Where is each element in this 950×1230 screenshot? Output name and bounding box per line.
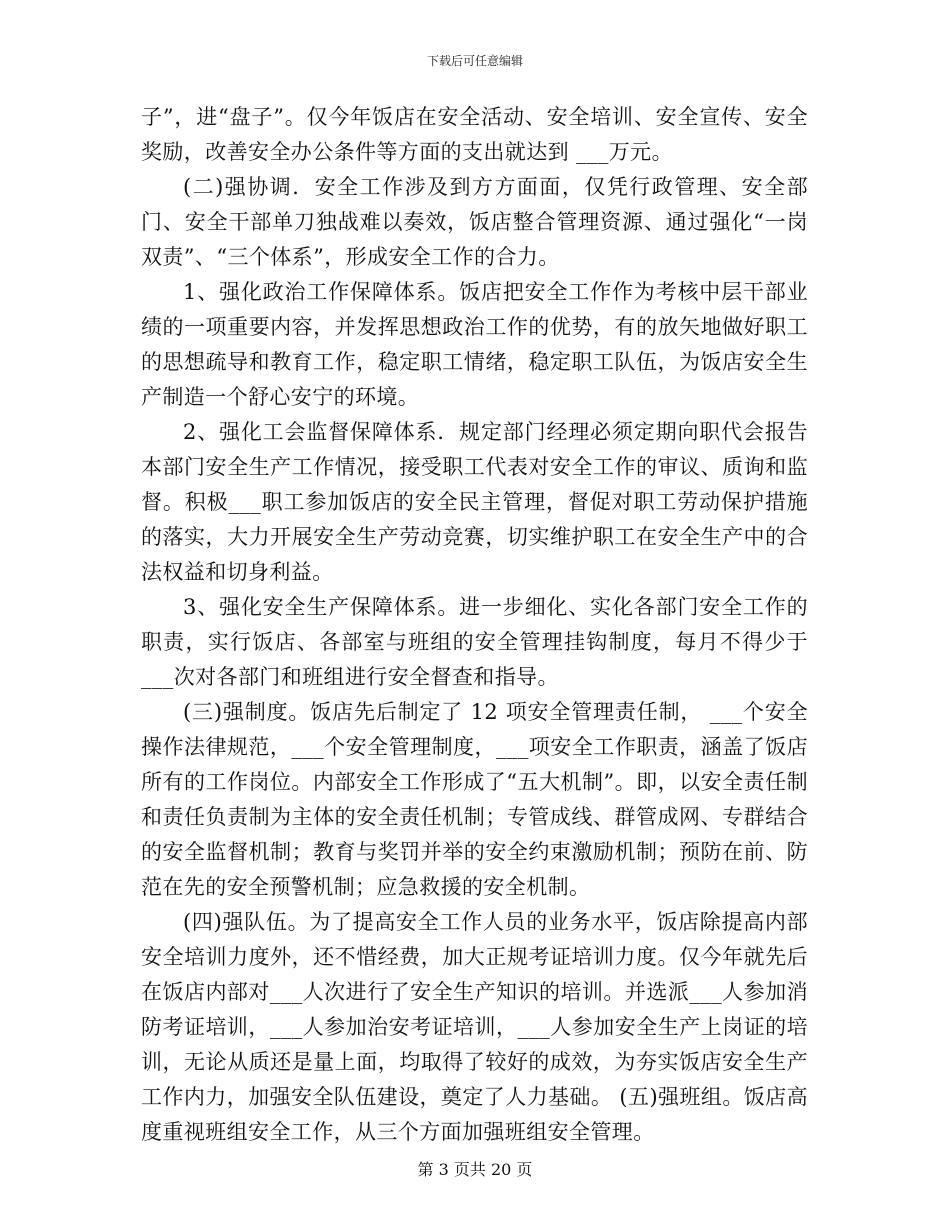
page-header: 下载后可任意编辑 (426, 54, 523, 68)
paragraph-5: 3、强化安全生产保障体系。进一步细化、实化各部门安全工作的职责，实行饭店、各部室与班组的安全管理挂钩制度，每月不得少于___次对各部门和班组进行安全督查和指导。 (141, 595, 808, 689)
paragraph-3: 1、强化政治工作保障体系。饭店把安全工作作为考核中层干部业绩的一项重要内容，并发挥思想政治工作的优势，有的放矢地做好职工的思想疏导和教育工作，稳定职工情绪，稳定职工队伍，为饭店安全生产制造一个舒心安宁的环境。 (141, 280, 808, 409)
paragraph-2: (二)强协调．安全工作涉及到方方面面，仅凭行政管理、安全部门、安全干部单刀独战难以奏效，饭店整合管理资源、通过强化“一岗双责”、“三个体系”，形成安全工作的合力。 (141, 175, 808, 269)
paragraph-1: 子”，进“盘子”。仅今年饭店在安全活动、安全培训、安全宣传、安全奖励，改善安全办公条件等方面的支出就达到 ___万元。 (141, 105, 808, 164)
paragraph-7: (四)强队伍。为了提高安全工作人员的业务水平，饭店除提高内部安全培训力度外，还不惜经费，加大正规考证培训力度。仅今年就先后在饭店内部对___人次进行了安全生产知识的培训。并选派___人参加消防考证培训，___人参加治安考证培训，___人参加安全生产上岗证的培训，无论从质还是量上面，均取得了较好的成效，为夯实饭店安全生产工作内力，加强安全队伍建设，奠定了人力基础。 (五)强班组。饭店高度重视班组安全工作，从三个方面加强班组安全管理。 (141, 910, 808, 1144)
paragraph-4: 2、强化工会监督保障体系．规定部门经理必须定期向职代会报告本部门安全生产工作情况，接受职工代表对安全工作的审议、质询和监督。积极___职工参加饭店的安全民主管理，督促对职工劳动保护措施的落实，大力开展安全生产劳动竞赛，切实维护职工在安全生产中的合法权益和切身利益。 (141, 420, 808, 584)
page-footer: 第 3 页共 20 页 (417, 1160, 533, 1179)
document-body (141, 100, 808, 1150)
paragraph-6: (三)强制度。饭店先后制定了 12 项安全管理责任制， ___个安全操作法律规范，___个安全管理制度，___项安全工作职责，涵盖了饭店所有的工作岗位。内部安全工作形成了“五大机制”。即，以安全责任制和责任负责制为主体的安全责任机制；专管成线、群管成网、专群结合的安全监督机制；教育与奖罚并举的安全约束激励机制；预防在前、防范在先的安全预警机制；应急救援的安全机制。 (141, 700, 808, 899)
